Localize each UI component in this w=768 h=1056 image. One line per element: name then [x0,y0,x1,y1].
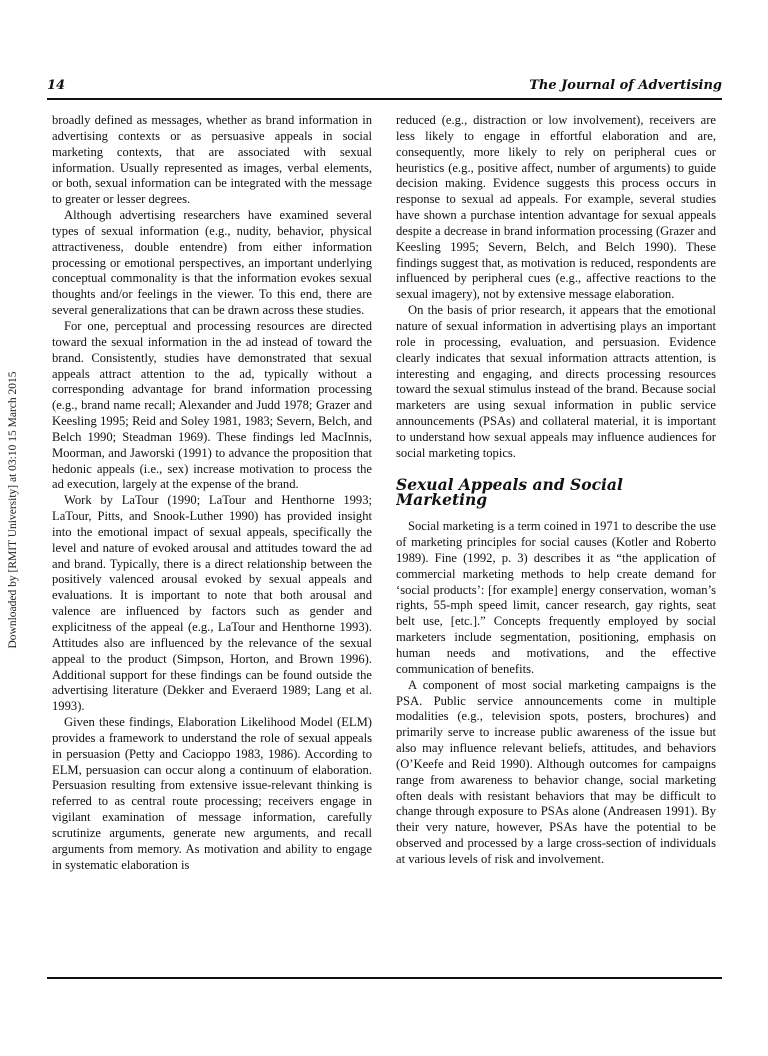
download-note: Downloaded by [RMIT University] at 03:10 15 March 2015 [7,371,19,649]
section-heading: Sexual Appeals and Social Marketing [396,474,623,510]
paragraph: For one, perceptual and processing resources are directed toward the sexual information in the ad instead of toward the brand. Consistently, studies have demonstrated that sexual appeals attract attention to the ad, typically without a corresponding advantage for brand information processing (e.g., brand name recall; Alexander and Judd 1978; Grazer and Keesling 1995; Reid and Soley 1981, 1983; Severn, Belch, and Belch 1990; Steadman 1969). These findings led MacInnis, Moorman, and Jaworski (1991) to advance the proposition that hedonic appeals (i.e., sex) increase motivation to process the ad execution, largely at the expense of the brand. [52,318,372,492]
paragraph: Although advertising researchers have examined several types of sexual information (e.g., nudity, behavior, physical attractiveness, double entendre) from either information processing or emotional perspectives, an important underlying conceptual commonality is that the information evokes sexual thoughts and/or feelings in the viewer. To this end, there are several generalizations that can be drawn across these studies. [52,208,372,318]
paragraph: reduced (e.g., distraction or low involvement), receivers are less likely to engage in effortful elaboration and are, consequently, more likely to rely on peripheral cues or heuristics (e.g., positive affect, number of arguments) to guide decision making. Evidence suggests this process occurs in response to sexual ad appeals. For example, several studies have shown a purchase intention advantage for sexual appeals despite a decrease in brand information processing (Grazer and Keesling 1995; Severn, Belch, and Belch 1990). These findings suggest that, as motivation is reduced, respondents are influenced by peripheral cues (e.g., affective reactions to the sexual imagery), not by extensive message elaboration. [396,113,716,302]
header-rule [47,98,722,100]
paragraph: broadly defined as messages, whether as brand information in advertising contexts or as persuasive appeals in social marketing contexts, that are associated with sexual information. Usually represented as images, verbal elements, or both, sexual information can be integrated with the message to greater or lesser degrees. [52,113,372,207]
journal-title: The Journal of Advertising [529,78,722,93]
page-number: 14 [47,78,66,93]
paragraph: A component of most social marketing campaigns is the PSA. Public service announcements come in multiple modalities (e.g., television spots, posters, brochures) and primarily serve to increase public awareness of the issue but also may influence relevant beliefs, attitudes, and behaviors (O’Keefe and Reid 1990). Although outcomes for campaigns range from awareness to behavior change, social marketing often deals with resistant behaviors that may be difficult to change through exposure to PSAs alone (Andreasen 1991). By their very nature, however, PSAs have the potential to be observed and processed by a large cross-section of individuals at various levels of risk and involvement. [396,677,716,866]
paragraph: Work by LaTour (1990; LaTour and Henthorne 1993; LaTour, Pitts, and Snook-Luther 1990) has provided insight into the emotional impact of sexual appeals, specifically the level and nature of evoked arousal and attitudes toward the ad and brand. Typically, there is a direct relationship between the positively valenced arousal evoked by sexual appeals and evaluations. It is important to note that both arousal and valence are influenced by factors such as gender and explicitness of the appeal (e.g., LaTour and Henthorne 1993). Attitudes also are influenced by the relevance of the sexual appeal to the product (Simpson, Horton, and Brown 1996). Additional support for these findings can be found outside the advertising literature (Dekker and Everaerd 1989; Lang et al. 1993). [52,493,372,714]
left-column [52,113,372,973]
paragraph: Given these findings, Elaboration Likelihood Model (ELM) provides a framework to understand the role of sexual appeals in persuasion (Petty and Cacioppo 1983, 1986). According to ELM, persuasion can occur along a continuum of elaboration. Persuasion resulting from extensive issue-relevant thinking is referred to as central route processing; receivers engage in vigilant examination of message information, carefully scrutinize arguments, generate new arguments, and recall arguments from memory. As motivation and ability to engage in systematic elaboration is [52,715,372,872]
right-column [396,113,716,973]
download-sidebar [4,300,22,720]
paragraph: On the basis of prior research, it appears that the emotional nature of sexual information in advertising plays an important role in processing, evaluation, and persuasion. Evidence clearly indicates that sexual information attracts attention, is interesting and engaging, and directs processing resources toward the sexual stimulus instead of the brand. Because social marketers are using sexual information in public service announcements (PSAs) and collateral material, it is important to understand how sexual appeals may influence audiences for social marketing topics. [396,303,716,460]
page-header [47,78,722,98]
footer-rule [47,977,722,979]
paragraph: Social marketing is a term coined in 1971 to describe the use of marketing principles for social causes (Kotler and Roberto 1989). Fine (1992, p. 3) describes it as “the application of commercial marketing methods to help create demand for ‘social products’: [for example] energy conservation, woman’s rights, 55-mph speed limit, cancer research, gay rights, seat belt use, [etc.].” Concepts frequently employed by social marketers include segmentation, positioning, emphasis on human needs and motivations, and the effective communication of benefits. [396,519,716,676]
